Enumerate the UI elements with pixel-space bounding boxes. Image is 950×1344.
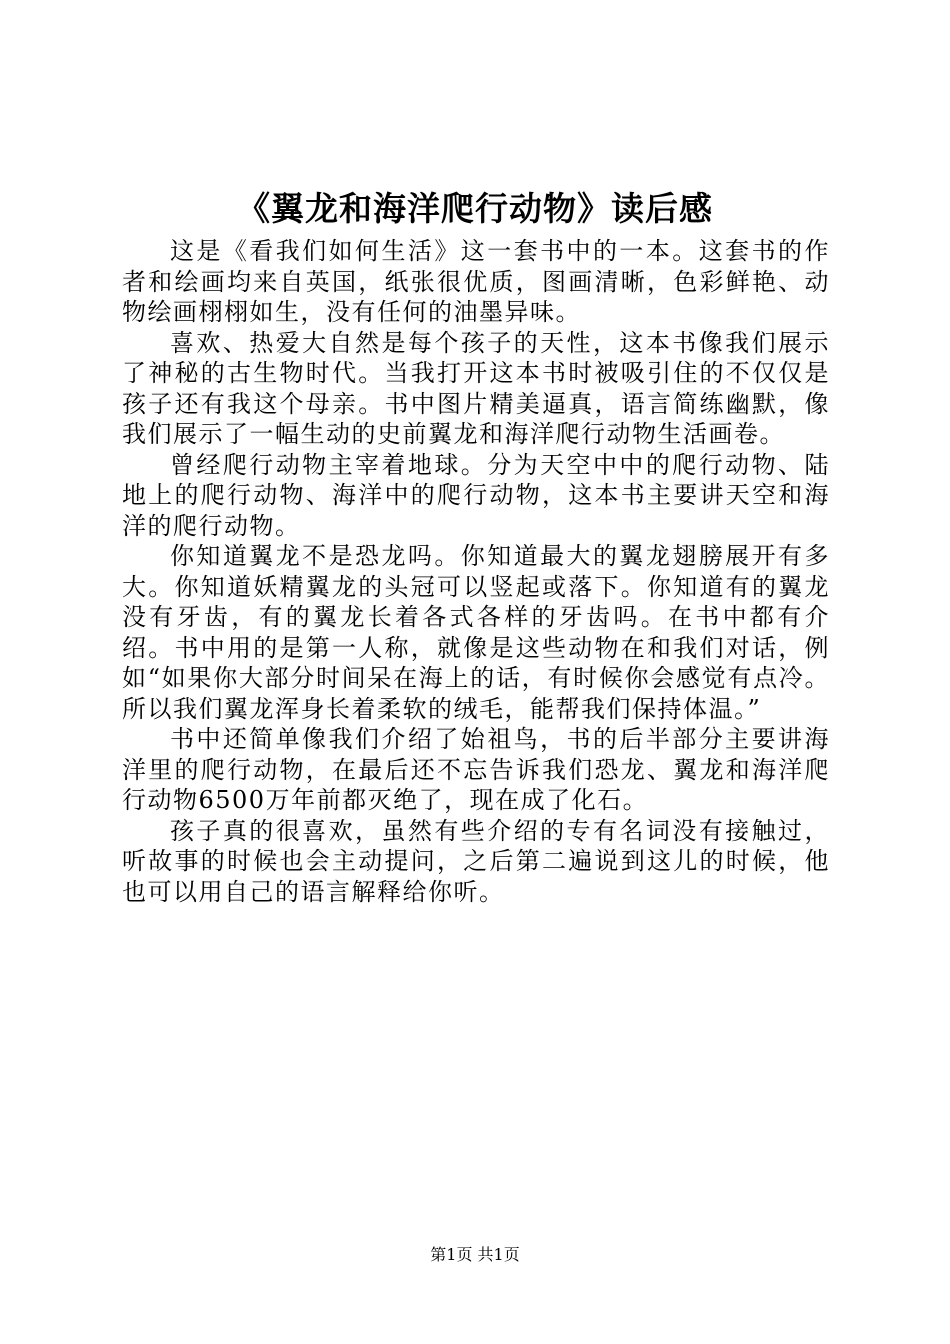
- document-title: 《翼龙和海洋爬行动物》读后感: [237, 189, 713, 228]
- paragraph-2: 喜欢、热爱大自然是每个孩子的天性，这本书像我们展示了神秘的古生物时代。当我打开这本书时被吸引住的不仅仅是孩子还有我这个母亲。书中图片精美逼真，语言简练幽默，像我们展示了一幅生动的史前翼龙和海洋爬行动物生活画卷。: [122, 328, 830, 448]
- paragraph-4: 你知道翼龙不是恐龙吗。你知道最大的翼龙翅膀展开有多大。你知道妖精翼龙的头冠可以竖起或落下。你知道有的翼龙没有牙齿，有的翼龙长着各式各样的牙齿吗。在书中都有介绍。书中用的是第一人称，就像是这些动物在和我们对话，例如“如果你大部分时间呆在海上的话，有时候你会感觉有点冷。所以我们翼龙浑身长着柔软的绒毛，能帮我们保持体温。”: [122, 542, 830, 723]
- paragraph-3: 曾经爬行动物主宰着地球。分为天空中中的爬行动物、陆地上的爬行动物、海洋中的爬行动物，这本书主要讲天空和海洋的爬行动物。: [122, 450, 830, 540]
- paragraph-1: 这是《看我们如何生活》这一套书中的一本。这套书的作者和绘画均来自英国，纸张很优质，图画清晰，色彩鲜艳、动物绘画栩栩如生，没有任何的油墨异味。: [122, 237, 830, 326]
- document-body: [122, 236, 830, 907]
- paragraph-5: 书中还简单像我们介绍了始祖鸟，书的后半部分主要讲海洋里的爬行动物，在最后还不忘告诉我们恐龙、翼龙和海洋爬行动物6500万年前都灭绝了，现在成了化石。: [122, 725, 830, 814]
- page-number-footer: 第1页 共1页: [430, 1245, 520, 1264]
- paragraph-6: 孩子真的很喜欢，虽然有些介绍的专有名词没有接触过，听故事的时候也会主动提问，之后第二遍说到这儿的时候，他也可以用自己的语言解释给你听。: [122, 816, 830, 906]
